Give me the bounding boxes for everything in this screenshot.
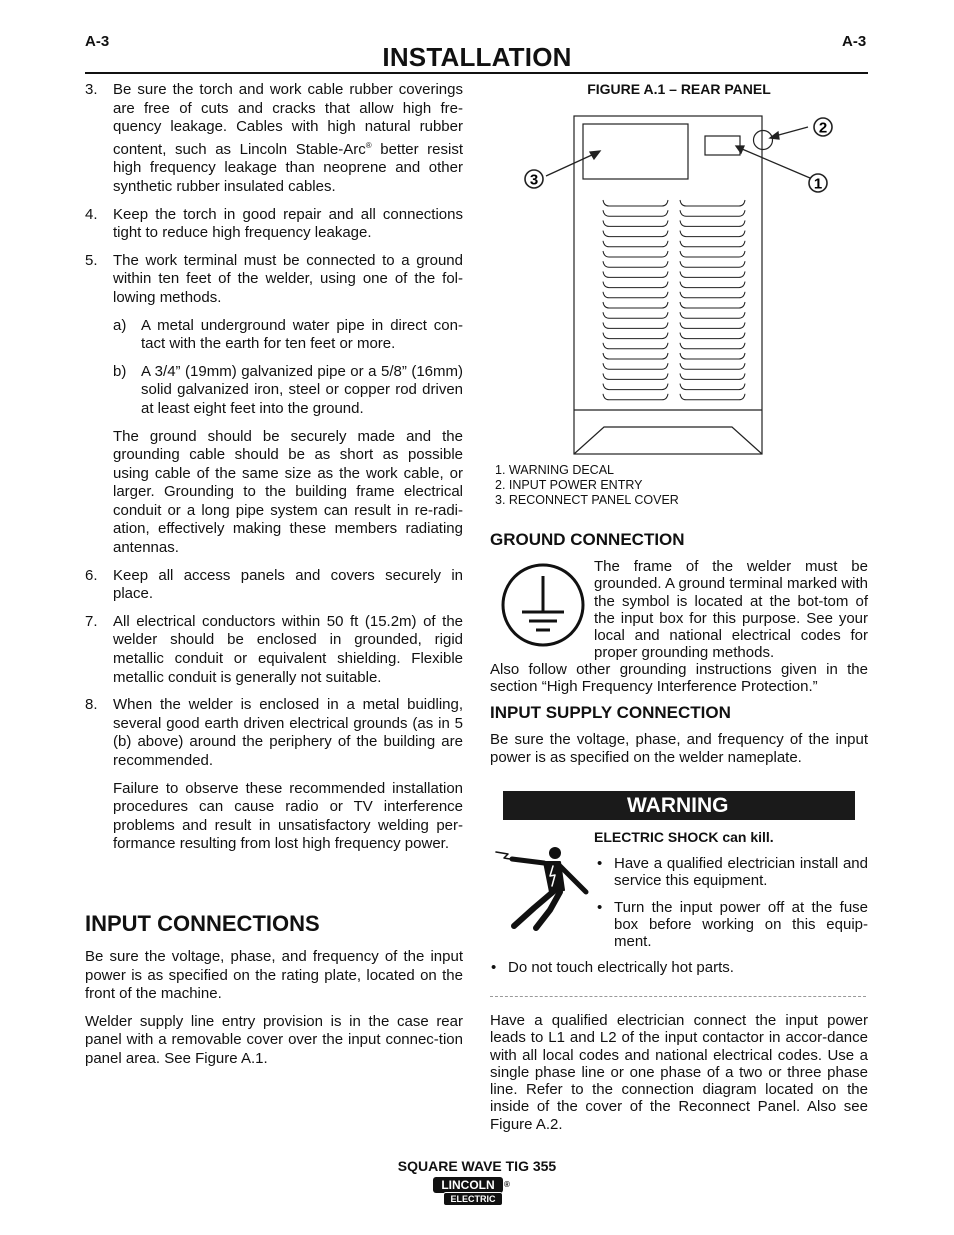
louver-slot: [603, 373, 668, 379]
louver-slot: [680, 384, 745, 390]
louver-slot: [680, 210, 745, 216]
callout-1: 1: [813, 175, 823, 193]
warning-bullet-1: • Have a qualified electrician install and service this equipment.: [597, 855, 868, 890]
louver-slot: [680, 241, 745, 247]
legend-item-3: 3. RECONNECT PANEL COVER: [495, 493, 679, 507]
figure-caption: FIGURE A.1 – REAR PANEL: [587, 81, 771, 97]
page-number-left: A-3: [85, 33, 110, 50]
louver-slot: [680, 251, 745, 257]
legend-item-1: 1. WARNING DECAL: [495, 463, 615, 477]
logo-bottom: ELECTRIC: [443, 1192, 503, 1206]
louver-slot: [680, 322, 745, 328]
louver-slot: [680, 261, 745, 267]
logo-reg: ®: [504, 1180, 510, 1189]
footer-model: SQUARE WAVE TIG 355: [397, 1158, 557, 1174]
list-item-5a: a) A metal underground water pipe in direct con-tact with the earth for ten feet or more.: [113, 316, 463, 353]
input-connections-body: [85, 948, 463, 1069]
final-paragraph: Have a qualified electrician connect the input power leads to L1 and L2 of the input contactor in accor-dance with all local codes and national electrical codes. Use a single phase line or one phase of a two or three phase line. Refer to the connection diagram located on the inside of the cover of the Reconnect Panel. Also see Figure A.2.: [490, 1012, 868, 1133]
input-supply-heading: INPUT SUPPLY CONNECTION: [490, 703, 731, 722]
ground-connection-text: The frame of the welder must be grounded. A ground terminal marked with the symbol is located at the bot-tom of the input box for this purpose. See your local and national electrical codes for proper grounding methods.: [594, 558, 868, 662]
page-title: INSTALLATION: [382, 42, 572, 72]
legend-item-2: 2. INPUT POWER ENTRY: [495, 478, 643, 492]
louver-slot: [603, 231, 668, 237]
list-item-3: 3. Be sure the torch and work cable rubber coverings are free of cuts and cracks that allow high fre-quency leakage. Cables with high natural rubber content, such as Lincoln Stable-Arc® better resist high frequency leakage than neoprene and other synthetic rubber insulated cables.: [85, 81, 463, 195]
logo-top: LINCOLN: [433, 1177, 503, 1193]
list-item-6: 6. Keep all access panels and covers securely in place.: [85, 566, 463, 603]
input-power-entry: [754, 131, 773, 150]
rear-panel-figure: [490, 100, 868, 460]
page-number-right: A-3: [842, 33, 867, 50]
louver-slot: [603, 312, 668, 318]
louver-slot: [603, 220, 668, 226]
ground-connection-text-cont: Also follow other grounding instructions given in the section “High Frequency Interference Protection.”: [490, 661, 868, 696]
lincoln-electric-logo: [433, 1177, 511, 1206]
warning-banner: WARNING: [503, 791, 855, 820]
louver-slot: [603, 251, 668, 257]
louver-slot: [603, 322, 668, 328]
louver-slot: [603, 200, 668, 206]
louver-slot: [680, 271, 745, 277]
warning-bullet-3: • Do not touch electrically hot parts.: [491, 959, 734, 976]
louver-slot: [680, 302, 745, 308]
louver-slot: [603, 394, 668, 400]
input-connections-heading: INPUT CONNECTIONS: [85, 911, 320, 936]
louver-slot: [603, 333, 668, 339]
louver-slot: [603, 241, 668, 247]
louver-slot: [603, 282, 668, 288]
list-item-7: 7. All electrical conductors within 50 ft (15.2m) of the welder should be enclosed in grounded, rigid metallic conduit or equivalent shielding. Flexible metallic conduit is generally not suitable.: [85, 612, 463, 686]
louver-slot: [603, 353, 668, 359]
louver-slot: [603, 343, 668, 349]
louver-slot: [680, 282, 745, 288]
callout-3: 3: [529, 171, 539, 189]
case-outline: [574, 116, 762, 454]
list-item-5b: b) A 3/4” (19mm) galvanized pipe or a 5/8” (16mm) solid galvanized iron, steel or copper rod driven at least eight feet into the ground.: [113, 362, 463, 417]
louver-slot: [603, 363, 668, 369]
list-item-8: 8. When the welder is enclosed in a metal buidling, several good earth driven electrical grounds (as in 5 (b) above) around the periphery of the building are recommended.: [85, 696, 463, 769]
warning-decal: [705, 136, 740, 155]
louver-slot: [603, 292, 668, 298]
louver-slot: [680, 312, 745, 318]
grounding-paragraph: The ground should be securely made and the grounding cable should be as short as possible using cable of the same size as the work cable, or larger. Grounding to the building frame electrical conduit or a long pipe system can result in re-radi-ation, effectively making these members radiating antennas.: [113, 427, 463, 557]
failure-paragraph: Failure to observe these recommended installation procedures can cause radio or TV interference problems and result in unsatisfactory welding per-formance resulting from lost high frequency power.: [113, 779, 463, 853]
louver-slot: [680, 363, 745, 369]
warning-bullets: [594, 855, 868, 950]
figure-legend: [495, 463, 679, 508]
warning-bullet-2: • Turn the input power off at the fuse box before working on this equip-ment.: [597, 898, 868, 951]
header-rule: [85, 72, 868, 74]
louver-slot: [603, 271, 668, 277]
louver-slot: [680, 333, 745, 339]
louver-slot: [680, 200, 745, 206]
louver-slot: [680, 343, 745, 349]
louver-slot: [680, 373, 745, 379]
louver-slot: [680, 292, 745, 298]
louver-slot: [603, 210, 668, 216]
input-connections-p1: Be sure the voltage, phase, and frequency of the input power is as specified on the rating plate, located on the front of the machine.: [85, 948, 463, 1003]
warning-divider: [490, 996, 866, 997]
ground-connection-heading: GROUND CONNECTION: [490, 530, 685, 549]
louver-slot: [603, 384, 668, 390]
list-item-4: 4. Keep the torch in good repair and all connections tight to reduce high frequency leakage.: [85, 205, 463, 242]
list-item-5: 5. The work terminal must be connected to a ground within ten feet of the welder, using one of the fol-lowing methods.: [85, 251, 463, 306]
ground-symbol-icon: [500, 562, 586, 648]
louver-slot: [603, 261, 668, 267]
left-column: [85, 81, 463, 854]
input-connections-p2: Welder supply line entry provision is in the case rear panel with a removable cover over the input connec-tion panel area. See Figure A.1.: [85, 1012, 463, 1067]
electric-shock-icon: [494, 842, 594, 932]
louver-slot: [603, 302, 668, 308]
louver-slot: [680, 231, 745, 237]
warning-title: ELECTRIC SHOCK can kill.: [594, 829, 774, 845]
louver-slot: [680, 220, 745, 226]
louver-slot: [680, 353, 745, 359]
callout-2: 2: [818, 119, 828, 137]
input-supply-text: Be sure the voltage, phase, and frequency of the input power is as specified on the welder nameplate.: [490, 731, 868, 766]
louver-slot: [680, 394, 745, 400]
